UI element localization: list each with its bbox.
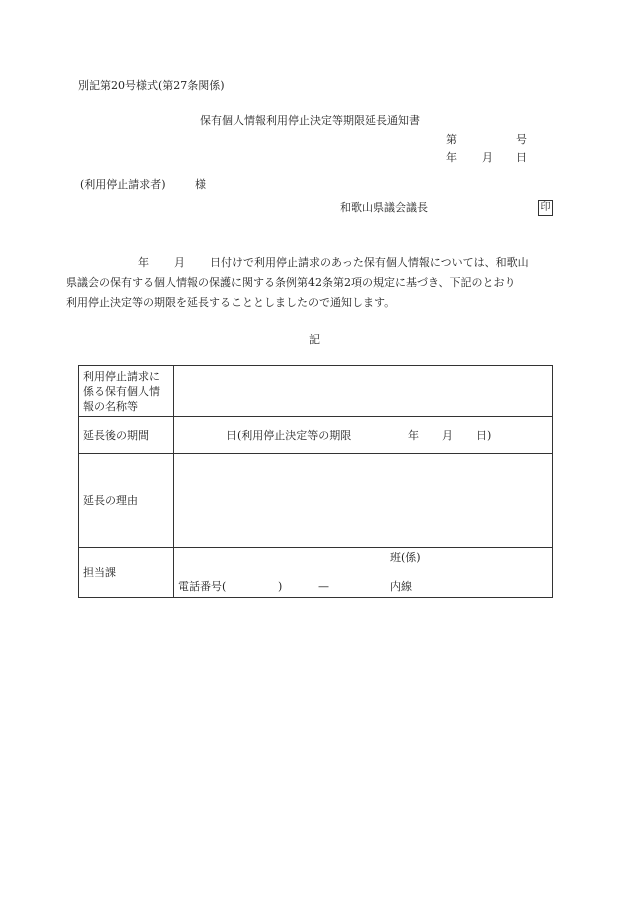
value-reason — [174, 454, 553, 548]
details-table — [78, 365, 553, 598]
document-title: 保有個人情報利用停止決定等期限延長通知書 — [200, 114, 420, 127]
phone-label: 電話番号( — [178, 580, 227, 593]
period-day-end: 日) — [476, 429, 492, 442]
body-date-month: 月 — [174, 256, 185, 269]
addressee-honorific: 様 — [195, 178, 206, 191]
period-day: 日 — [226, 429, 237, 442]
form-reference: 別記第20号様式(第27条関係) — [78, 79, 225, 92]
date-month: 月 — [482, 151, 493, 164]
body-line-3: 利用停止決定等の期限を延長することとしましたので通知します。 — [66, 296, 396, 309]
body-line-2: 県議会の保有する個人情報の保護に関する条例第42条第2項の規定に基づき、下記のとおり — [66, 276, 516, 289]
table-row-info-name — [79, 366, 553, 417]
label-reason: 延長の理由 — [79, 454, 174, 548]
department-section: 班(係) — [390, 551, 421, 564]
label-info-name: 利用停止請求に 係る保有個人情 報の名称等 — [79, 366, 174, 417]
period-month: 月 — [442, 429, 453, 442]
body-line-1: 日付けで利用停止請求のあった保有個人情報については、和歌山 — [210, 256, 529, 269]
label-department: 担当課 — [79, 548, 174, 598]
note-heading: 記 — [309, 333, 320, 346]
number-suffix: 号 — [516, 133, 527, 146]
seal-mark: 印 — [538, 200, 553, 216]
table-row-extended-period — [79, 417, 553, 454]
phone-close: ) — [278, 580, 283, 593]
date-day: 日 — [516, 151, 527, 164]
period-deadline-label: (利用停止決定等の期限 — [237, 429, 352, 442]
addressee-requester: (利用停止請求者) — [80, 178, 166, 191]
value-department — [174, 548, 553, 598]
body-date-year: 年 — [138, 256, 149, 269]
value-info-name — [174, 366, 553, 417]
phone-extension: 内線 — [390, 580, 412, 593]
number-prefix: 第 — [446, 133, 457, 146]
date-year: 年 — [446, 151, 457, 164]
value-extended-period — [174, 417, 553, 454]
sender-name: 和歌山県議会議長 — [340, 201, 428, 214]
label-extended-period: 延長後の期間 — [79, 417, 174, 454]
period-year: 年 — [408, 429, 419, 442]
table-row-reason — [79, 454, 553, 548]
phone-dash: — — [318, 580, 329, 593]
table-row-department — [79, 548, 553, 598]
